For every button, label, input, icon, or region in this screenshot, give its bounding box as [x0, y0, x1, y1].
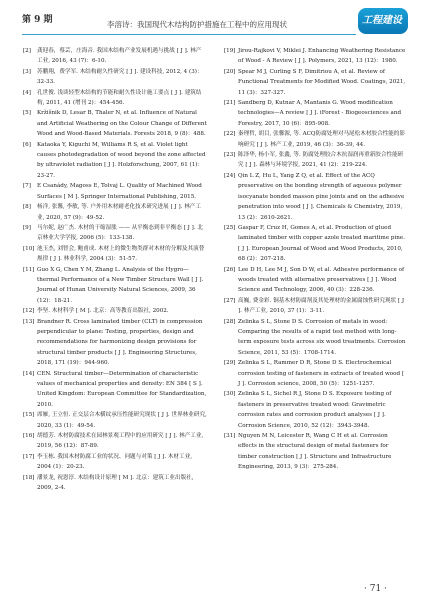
reference-entry — [224, 46, 408, 67]
reference-number: [29] — [224, 360, 236, 367]
reference-text: Spear M J, Curling S F, Dimitriou A, et al. Review of Functional Treatments for Modified Wood. Coatings, 2021, 11 (3)：327-327. — [238, 68, 406, 96]
reference-number: [5] — [23, 110, 31, 117]
references-right-column — [224, 46, 408, 473]
reference-entry — [224, 431, 408, 473]
reference-number: [12] — [23, 308, 35, 315]
reference-text: Gaspar F, Cruz H, Gomes A, et al. Production of glued laminated timber with copper azole treated maritime pine. [ J ]. European Journal of Wood and Wood Products, 2010, 68 (2)：207-218. — [238, 224, 405, 263]
header-rule — [22, 34, 356, 35]
reference-text: 高巍, 费金彩. 铜基木材防腐剂及其处理材的金属腐蚀性研究现状 [ J ]. 林产工业, 2010, 37 (1)：3-11. — [238, 297, 405, 315]
reference-entry — [23, 46, 207, 67]
reference-entry — [23, 265, 207, 307]
reference-number: [13] — [23, 318, 35, 325]
reference-number: [4] — [23, 89, 31, 96]
reference-text: Kržišnik D, Lesar B, Thaler N, et al. Influence of Natural and Artificial Weathering on the Colour Change of Different Wood and Wood-Based Materials. Forests 2018, 9 (8)：488. — [37, 110, 207, 138]
reference-number: [18] — [23, 474, 35, 481]
running-title: 李溶诗：我国现代木结构防护措施在工程中的应用现状 — [107, 20, 287, 29]
reference-text: 马尔妮, 赵广杰. 木材的干缩湿胀 —— 从平衡态到非平衡态 [ J ]. 北京林业大学学报, 2006 (5)：133-138. — [37, 224, 204, 242]
reference-number: [28] — [224, 318, 236, 325]
reference-entry — [224, 129, 408, 150]
reference-text: Nguyen M N, Leicester R, Wang C H et al. Corrosion effects in the structural design of metal fasteners for timber construction [ J ]. Structure and Infrastructure Engineering, 2013, 9 (3)：275-284. — [238, 433, 392, 471]
reference-entry — [23, 88, 207, 109]
reference-entry — [23, 181, 207, 202]
reference-number: [11] — [23, 266, 35, 273]
reference-entry — [23, 431, 207, 452]
reference-text: 池玉杰, 刘智会, 鲍甫成. 木材上的微生物类群对木材的分解及其演替规律 [ J ]. 林业科学, 2004 (3)：51-57. — [37, 245, 205, 263]
reference-text: 胡德芳. 木材防腐技术在园林景观工程中的应用研究 [ J ]. 林产工业, 2019, 56 (12)：87-89. — [37, 433, 204, 450]
reference-text: Sandberg D, Kutnar A, Mantanis G. Wood modification technologies—A review [ J ]. iForest - Biogeosciences and Forestry, 2017, 10 (6)：895-908. — [238, 100, 402, 127]
reference-number: [21] — [224, 100, 236, 107]
reference-text: Zelinka S L, Rammer D R, Stone D S. Electrochemical corrosion testing of fasteners in extracts of treated wood [ J ]. Corrosion science, 2008, 50 (5)：1251-1257. — [238, 360, 405, 387]
reference-entry — [224, 296, 408, 317]
reference-text: 李玉栋. 我国木材防腐工业的状况、问题与对策 [ J ]. 木材工业, 2004 (1)：20-23. — [37, 453, 193, 471]
reference-number: [9] — [23, 224, 31, 231]
reference-entry — [224, 171, 408, 223]
logo-text: 工程建设 — [362, 15, 402, 26]
page-number: · 71 · — [364, 584, 387, 594]
reference-number: [20] — [224, 68, 236, 75]
reference-entry — [23, 306, 207, 316]
reference-number: [22] — [224, 131, 236, 138]
reference-text: E Csanády, Magoss E, Tolvaj L. Quality of Machined Wood Surfaces [ M ]. Springer International Publishing, 2015. — [37, 183, 202, 200]
reference-number: [7] — [23, 183, 31, 190]
reference-entry — [23, 410, 207, 431]
reference-entry — [224, 317, 408, 359]
journal-logo — [358, 8, 408, 34]
reference-text: 陈泽华, 杨小军, 张鑫, 等. 防腐处理胶合木抗湿润再重新胶合性能研究 [ J ]. 森林与环境学报, 2021, 41 (2)：219-224. — [238, 152, 404, 169]
reference-text: 潘景龙, 祝恩淳. 木结构设计原理 [ M ]. 北京：建筑工业出版社, 2009, 2-4. — [37, 474, 194, 492]
reference-number: [23] — [224, 152, 236, 159]
reference-text: 孔世俊. 浅谈轻型木结构的节能和耐久性设计施工要点 [ J ]. 建筑结构, 2011, 41 (增刊 2)：454-456. — [37, 89, 202, 107]
reference-entry — [224, 358, 408, 389]
reference-entry — [23, 223, 207, 244]
issue-number: 第 9 期 — [22, 15, 53, 25]
reference-entry — [23, 452, 207, 473]
reference-text: Jirou-Rajkovi V, Miklei J. Enhancing Weathering Resistance of Wood - A Review [ J ]. Polymers, 2021, 13 (12)：1980. — [238, 48, 406, 65]
reference-number: [31] — [224, 433, 236, 440]
reference-entry — [224, 265, 408, 296]
reference-text: Kataoka Y, Kiguchi M, Williams R S, et al. Violet light causes photodegradation of wood beyond the zone affected by ultraviolet radiation [ J ]. Holzforschung, 2007, 61 (1)：23-27. — [37, 141, 206, 179]
reference-text: 龚迎春，蔡芸，庄海音. 我国木结构产业发展机遇与挑战 [ J ]. 林产工业, 2016, 43 (7)：6-10. — [37, 48, 202, 65]
reference-number: [24] — [224, 172, 236, 179]
reference-entry — [23, 108, 207, 139]
reference-number: [15] — [23, 412, 35, 419]
reference-entry — [224, 150, 408, 171]
reference-text: Guo X G, Chen Y M, Zhang L. Analysis of the Hygro—thermal Performance of a New Timber Structure Wall [ J ]. Journal of Hunan University Natural Sciences, 2009, 36 (12)：18-21. — [37, 266, 204, 304]
reference-text: 秦理哲, 胡目, 张馨源, 等. ACQ防腐处理对马尾松木材胶合性能的影响研究 [ J ]. 林产工业, 2019, 46 (3)：36-39, 44. — [238, 131, 405, 148]
reference-text: Lee D H, Lee M J, Son D W, et al. Adhesive performance of woods treated with alternative preservatives [ J ]. Wood Science and Technology, 2006, 40 (3)：228-236. — [238, 266, 405, 294]
reference-number: [3] — [23, 68, 31, 75]
reference-number: [26] — [224, 266, 236, 273]
reference-entry — [224, 223, 408, 265]
reference-text: 李坚. 木材科学 [ M ]. 北京：高等教育出版社, 2002. — [37, 308, 169, 315]
reference-number: [19] — [224, 48, 236, 54]
reference-number: [8] — [23, 204, 31, 211]
reference-number: [10] — [23, 245, 35, 252]
reference-text: 席雁, 王立恒. 正交层合木横纹承压性能研究现状 [ J ]. 世界林业研究, 2020, 33 (1)：49-54. — [37, 412, 207, 429]
reference-text: 苏鹏翔，费学军. 木结构耐久性研究 [ J ]. 建设科技, 2012, 4 (3)：32-33. — [37, 68, 203, 86]
reference-number: [16] — [23, 433, 35, 440]
reference-text: Zelinka S L, Sichel R J, Stone D S. Exposure testing of fasteners in preservative treated wood: Gravimetric corrosion rates and corrosion product analyses [ J ]. Corrosion Science, 2010, 52 (12)：3943-3948. — [238, 391, 392, 429]
reference-entry — [224, 389, 408, 431]
reference-text: Brandner R. Cross laminated timber (CLT) in compression perpendicular to plane: Testing, properties, design and recommendations for harmonizing design provisions for structural timber products [ J ]. Engineering Structures, 2018, 171 (19)：944-960. — [37, 318, 203, 367]
reference-entry — [224, 98, 408, 129]
reference-text: Qin L Z, Hu L, Yang Z Q, et al. Effect of the ACQ preservative on the bonding strength of aqueous polymer isocyanate bonded masson pine joints and on the adhesive penetration into wood [ J ]. Chemicals & Chemistry, 2019, 13 (2)：2610-2621. — [238, 172, 405, 221]
reference-number: [14] — [23, 370, 35, 377]
reference-entry — [23, 244, 207, 265]
reference-entry — [23, 202, 207, 223]
reference-entry — [23, 317, 207, 369]
reference-entry — [224, 67, 408, 98]
page-header — [0, 0, 427, 46]
reference-entry — [23, 140, 207, 182]
reference-number: [2] — [23, 48, 31, 54]
reference-number: [6] — [23, 141, 31, 148]
reference-entry — [23, 473, 207, 494]
reference-text: Zelinka S L, Stone D S. Corrosion of metals in wood: Comparing the results of a rapid test method with long-term exposure tests across six wood treatments. Corrosion Science, 2011, 53 (5)：1708-1714. — [238, 318, 406, 356]
reference-entry — [23, 67, 207, 88]
reference-number: [17] — [23, 453, 35, 460]
reference-number: [30] — [224, 391, 236, 398]
reference-number: [25] — [224, 224, 236, 231]
reference-text: CEN. Structural timber—Determination of characteristic values of mechanical properties and density: EN 384 [ S ]. United Kingdom: European Committee for Standardization, 2010. — [37, 370, 207, 408]
reference-entry — [23, 369, 207, 411]
reference-text: 杨洋, 张馨, 李敏, 等. 户外用木材耐老化技术研究进展 [ J ]. 林产工业, 2020, 57 (9)：49-52. — [37, 204, 201, 221]
references-left-column — [23, 46, 207, 493]
reference-number: [27] — [224, 297, 236, 304]
